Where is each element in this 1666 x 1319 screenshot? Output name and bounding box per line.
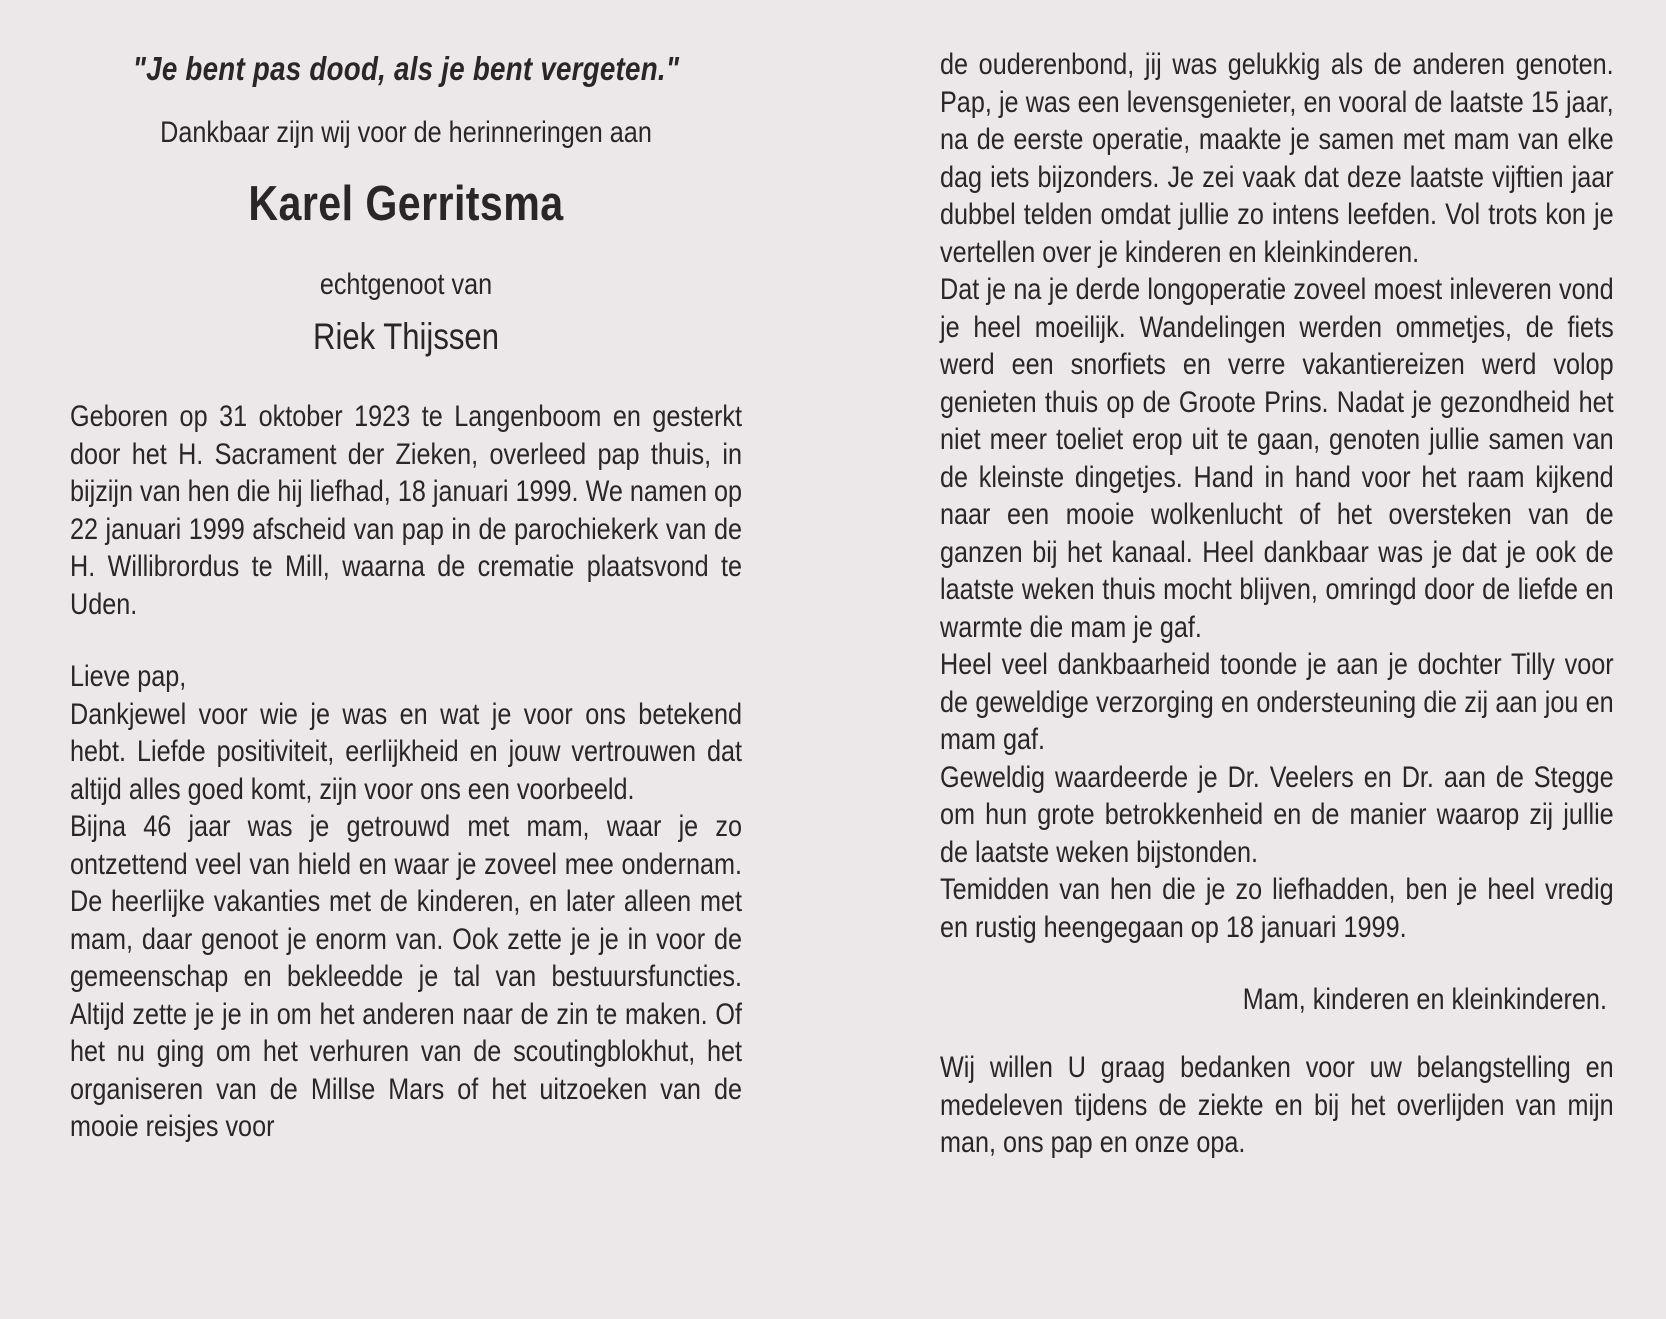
paragraph-illness: Dat je na je derde longoperatie zoveel moest inleveren vond je heel moeilijk. Wandelingen werden ommetjes, de fiets werd een snorfiets en verre vakantiereizen werd volop genieten thuis op de Groote Prins. Nadat je gezondheid het niet meer toeliet erop uit te gaan, genoten jullie samen van de kleinste dingetjes. Hand in hand voor het raam kijkend naar een mooie wolkenlucht of het oversteken van de ganzen bij het kanaal. Heel dankbaar was je dat je ook de laatste weken thuis mocht blijven, omringd door de liefde en warmte die mam je gaf. — [940, 273, 1614, 644]
left-column — [70, 40, 742, 1146]
intro-line: Dankbaar zijn wij voor de herinneringen aan — [160, 116, 652, 149]
paragraph-passing: Temidden van hen die je zo liefhadden, ben je heel vredig en rustig heengegaan op 18 januari 1999. — [940, 873, 1614, 944]
right-column — [940, 40, 1614, 1162]
paragraph-life: Bijna 46 jaar was je getrouwd met mam, waar je zo ontzettend veel van hield en waar je zoveel mee ondernam. De heerlijke vakanties met de kinderen, en later alleen met mam, daar genoot je enorm van. Ook zette je je in voor de gemeenschap en bekleedde je tal van bestuursfuncties. Altijd zette je je in om het anderen naar de zin te maken. Of het nu ging om het verhuren van de scoutingblokhut, het organiseren van de Millse Mars of het uitzoeken van de mooie reisjes voor — [70, 810, 742, 1143]
deceased-name: Karel Gerritsma — [248, 177, 564, 231]
spouse-name: Riek Thijssen — [313, 316, 499, 357]
paragraph-life-continued: de ouderenbond, jij was gelukkig als de anderen genoten. Pap, je was een levensgenieter, en vooral de laatste 15 jaar, na de eerste operatie, maakte je samen met mam van elke dag iets bijzonders. Je zei vaak dat deze laatste vijftien jaar dubbel telden omdat jullie zo intens leefden. Vol trots kon je vertellen over je kinderen en kleinkinderen. — [940, 48, 1614, 269]
signature: Mam, kinderen en kleinkinderen. — [1242, 983, 1607, 1016]
greeting: Lieve pap, — [70, 660, 187, 693]
paragraph-thanks: Dankjewel voor wie je was en wat je voor ons betekend hebt. Liefde positiviteit, eerlijkheid en jouw vertrouwen dat altijd alles goed komt, zijn voor ons een voorbeeld. — [70, 697, 742, 806]
paragraph-daughter: Heel veel dankbaarheid toonde je aan je dochter Tilly voor de geweldige verzorging en ondersteuning die zij aan jou en mam gaf. — [940, 648, 1614, 756]
birth-death-paragraph: Geboren op 31 oktober 1923 te Langenboom en gesterkt door het H. Sacrament der Zieken, overleed pap thuis, in bijzijn van hen die hij liefhad, 18 januari 1999. We namen op 22 januari 1999 afscheid van pap in de parochiekerk van de H. Willibrordus te Mill, waarna de crematie plaatsvond te Uden. — [70, 400, 742, 621]
motto-quote: "Je bent pas dood, als je bent vergeten." — [132, 50, 680, 87]
paragraph-doctors: Geweldig waardeerde je Dr. Veelers en Dr. aan de Stegge om hun grote betrokkenheid en de manier waarop zij jullie de laatste weken bijstonden. — [940, 760, 1614, 869]
thanks-paragraph: Wij willen U graag bedanken voor uw belangstelling en medeleven tijdens de ziekte en bij het overlijden van mijn man, ons pap en onze opa. — [940, 1051, 1614, 1159]
spouse-label: echtgenoot van — [319, 268, 493, 301]
